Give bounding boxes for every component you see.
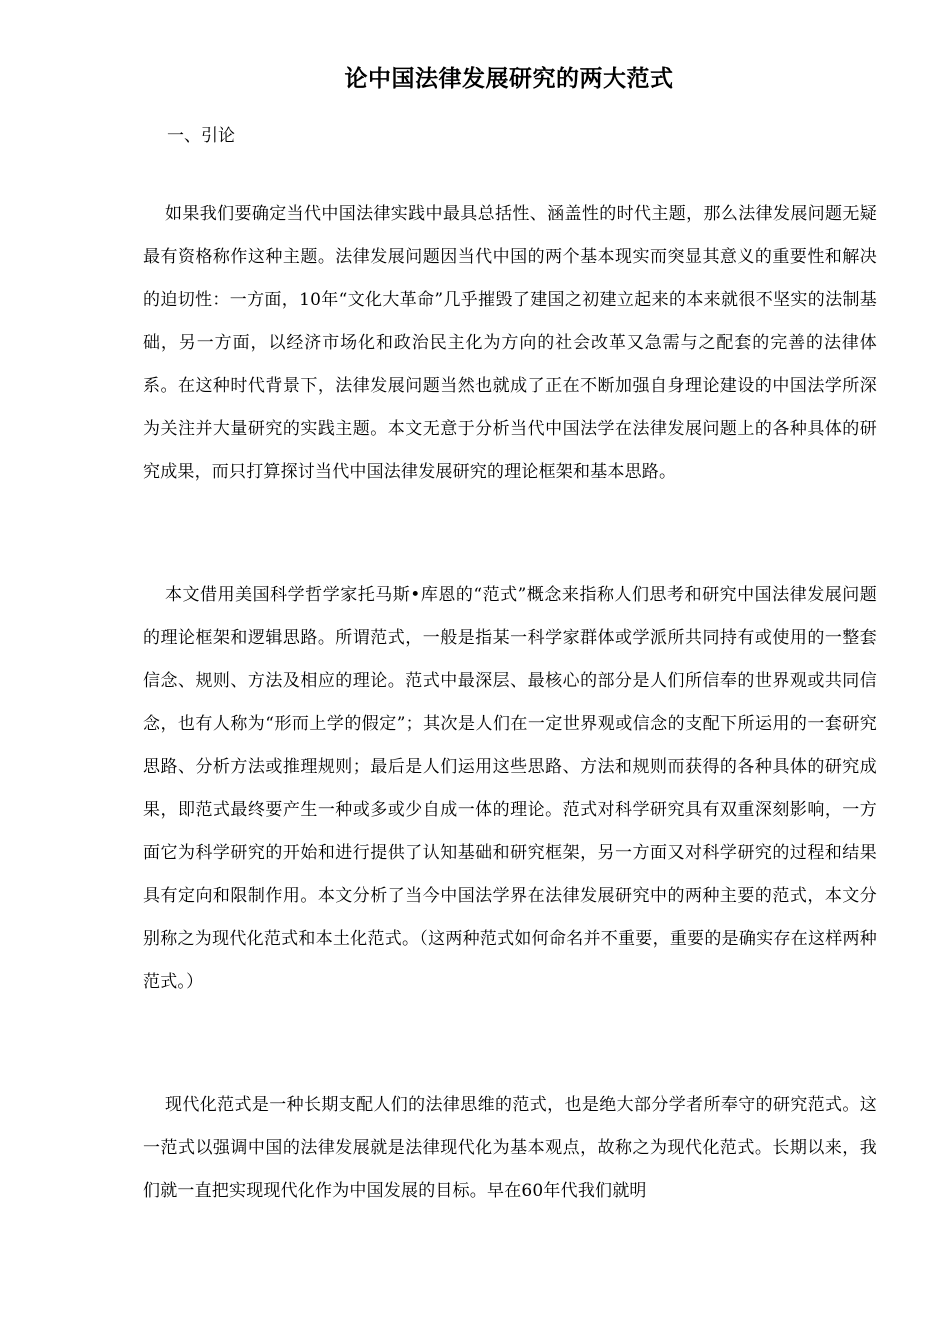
paragraph-3: 现代化范式是一种长期支配人们的法律思维的范式，也是绝大部分学者所奉守的研究范式。这一范式以强调中国的法律发展就是法律现代化为基本观点，故称之为现代化范式。长期以来，我们就一直把实现现代化作为中国发展的目标。早在60年代我们就明 (143, 1095, 877, 1201)
paragraph-2: 本文借用美国科学哲学家托马斯•库恩的“范式”概念来指称人们思考和研究中国法律发展问题的理论框架和逻辑思路。所谓范式，一般是指某一科学家群体或学派所共同持有或使用的一整套信念、规则、方法及相应的理论。范式中最深层、最核心的部分是人们所信奉的世界观或共同信念，也有人称为“形而上学的假定”；其次是人们在一定世界观或信念的支配下所运用的一套研究思路、分析方法或推理规则；最后是人们运用这些思路、方法和规则而获得的各种具体的研究成果，即范式最终要产生一种或多或少自成一体的理论。范式对科学研究具有双重深刻影响，一方面它为科学研究的开始和进行提供了认知基础和研究框架，另一方面又对科学研究的过程和结果具有定向和限制作用。本文分析了当今中国法学界在法律发展研究中的两种主要的范式，本文分别称之为现代化范式和本土化范式。（这两种范式如何命名并不重要，重要的是确实存在这样两种范式。） (143, 585, 877, 992)
section-heading: 一、引论 (167, 126, 235, 146)
document-title: 论中国法律发展研究的两大范式 (344, 66, 674, 92)
paragraph-1: 如果我们要确定当代中国法律实践中最具总括性、涵盖性的时代主题，那么法律发展问题无疑最有资格称作这种主题。法律发展问题因当代中国的两个基本现实而突显其意义的重要性和解决的迫切性：一方面，10年“文化大革命”几乎摧毁了建国之初建立起来的本来就很不坚实的法制基础，另一方面，以经济市场化和政治民主化为方向的社会改革又急需与之配套的完善的法律体系。在这种时代背景下，法律发展问题当然也就成了正在不断加强自身理论建设的中国法学所深为关注并大量研究的实践主题。本文无意于分析当代中国法学在法律发展问题上的各种具体的研究成果，而只打算探讨当代中国法律发展研究的理论框架和基本思路。 (143, 204, 877, 482)
